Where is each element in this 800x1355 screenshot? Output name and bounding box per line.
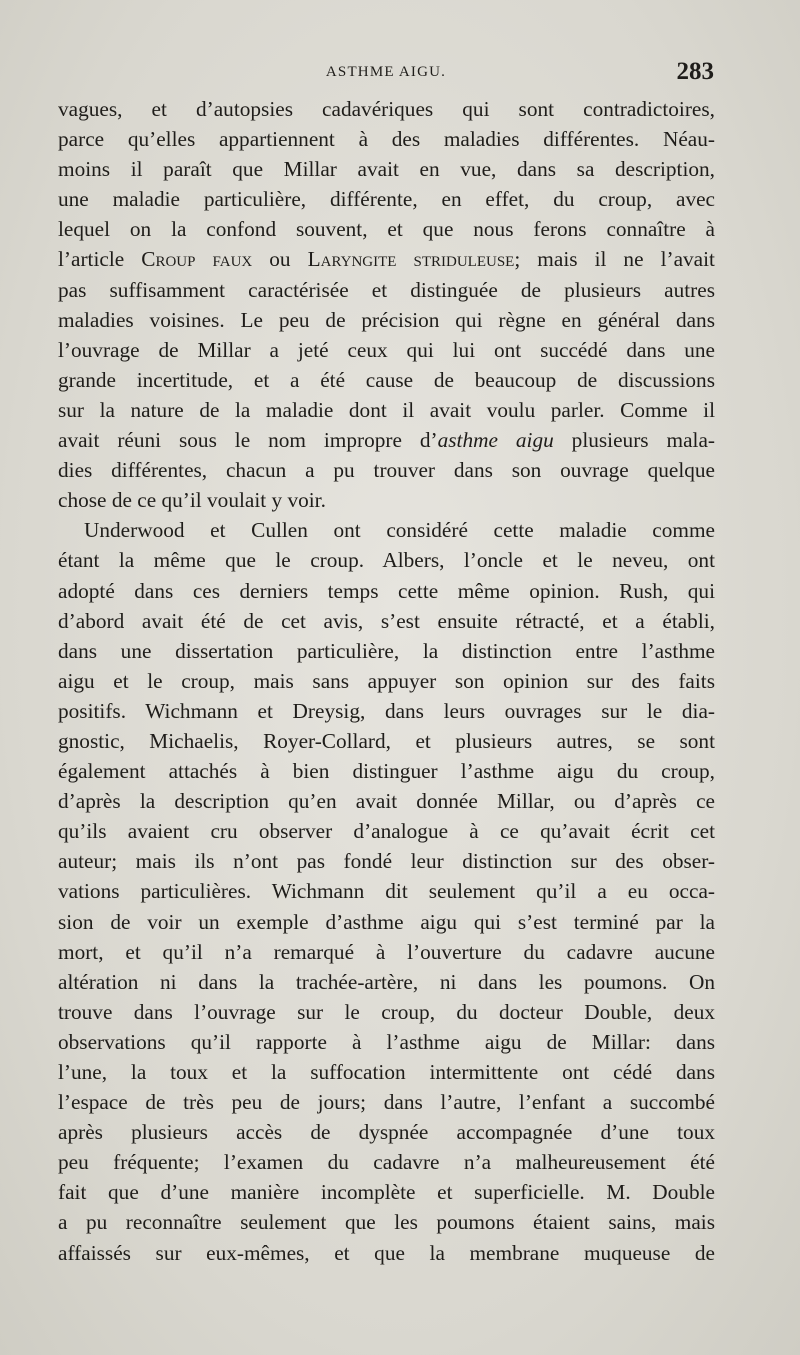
text-line-28: sion de voir un exemple d’asthme aigu qui s’est terminé par la bbox=[58, 909, 715, 934]
cross-reference-laryngite: Laryngite striduleuse bbox=[307, 247, 515, 272]
text-line-20: aigu et le croup, mais sans appuyer son opinion sur des faits bbox=[58, 668, 715, 693]
text-line-8: maladies voisines. Le peu de précision qui règne en général dans bbox=[58, 307, 715, 332]
text-line-7: pas suffisamment caractérisée et distinguée de plusieurs autres bbox=[58, 277, 715, 302]
text-line-30: altération ni dans la trachée-artère, ni dans les poumons. On bbox=[58, 969, 715, 994]
text-line-4: une maladie particulière, différente, en effet, du croup, avec bbox=[58, 187, 715, 212]
page-number: 283 bbox=[676, 58, 714, 85]
body-text bbox=[58, 94, 715, 1268]
text-line-22: gnostic, Michaelis, Royer-Collard, et plusieurs autres, se sont bbox=[58, 728, 715, 753]
italic-term: asthme aigu bbox=[437, 428, 554, 453]
text-line-9: l’ouvrage de Millar a jeté ceux qui lui ont succédé dans une bbox=[58, 337, 715, 362]
text-line-23: également attachés à bien distinguer l’asthme aigu du croup, bbox=[58, 759, 715, 784]
text-line-5: lequel on la confond souvent, et que nous ferons connaître à bbox=[58, 217, 715, 242]
text-line-10: grande incertitude, et a été cause de beaucoup de discussions bbox=[58, 367, 715, 392]
text-line-16: étant la même que le croup. Albers, l’oncle et le neveu, ont bbox=[58, 548, 715, 573]
text-line-31: trouve dans l’ouvrage sur le croup, du docteur Double, deux bbox=[58, 999, 715, 1024]
text-line-39: affaissés sur eux-mêmes, et que la membrane muqueuse de bbox=[58, 1240, 715, 1265]
text-line-14: chose de ce qu’il voulait y voir. bbox=[58, 488, 326, 513]
text-line-18: d’abord avait été de cet avis, s’est ensuite rétracté, et a établi, bbox=[58, 608, 715, 633]
text-line-33: l’une, la toux et la suffocation intermittente ont cédé dans bbox=[58, 1060, 715, 1084]
text-line-2: parce qu’elles appartiennent à des maladies différentes. Néau- bbox=[58, 127, 715, 152]
cross-reference-croup-faux: Croup faux bbox=[141, 247, 253, 272]
text-line-13: dies différentes, chacun a pu trouver dans son ouvrage quelque bbox=[58, 458, 715, 483]
text-line-38: a pu reconnaître seulement que les poumons étaient sains, mais bbox=[58, 1210, 715, 1235]
text-line-36: peu fréquente; l’examen du cadavre n’a malheureusement été bbox=[58, 1150, 715, 1175]
text-line-6: l’article Croup faux ou Laryngite striduleuse; mais il ne l’avait bbox=[58, 247, 715, 272]
text-line-17: adopté dans ces derniers temps cette même opinion. Rush, qui bbox=[58, 578, 715, 603]
text-line-37: fait que d’une manière incomplète et superficielle. M. Double bbox=[58, 1180, 715, 1205]
text-line-21: positifs. Wichmann et Dreysig, dans leurs ouvrages sur le dia- bbox=[58, 698, 715, 723]
text-line-11: sur la nature de la maladie dont il avait voulu parler. Comme il bbox=[58, 397, 715, 422]
text-line-27: vations particulières. Wichmann dit seulement qu’il a eu occa- bbox=[58, 879, 715, 904]
text-line-24: d’après la description qu’en avait donnée Millar, ou d’après ce bbox=[58, 789, 715, 814]
text-line-3: moins il paraît que Millar avait en vue, dans sa description, bbox=[58, 157, 715, 182]
text-line-32: observations qu’il rapporte à l’asthme aigu de Millar: dans bbox=[58, 1029, 715, 1054]
text-line-35: après plusieurs accès de dyspnée accompagnée d’une toux bbox=[58, 1120, 715, 1145]
running-title: ASTHME AIGU. bbox=[325, 64, 447, 80]
text-line-19: dans une dissertation particulière, la distinction entre l’asthme bbox=[58, 638, 715, 663]
text-line-15: Underwood et Cullen ont considéré cette maladie comme bbox=[84, 518, 715, 543]
text-line-25: qu’ils avaient cru observer d’analogue à ce qu’avait écrit cet bbox=[58, 819, 715, 844]
text-line-1: vagues, et d’autopsies cadavériques qui sont contradictoires, bbox=[58, 97, 715, 121]
text-line-29: mort, et qu’il n’a remarqué à l’ouverture du cadavre aucune bbox=[58, 939, 715, 964]
text-line-12: avait réuni sous le nom impropre d’asthme aigu plusieurs mala- bbox=[58, 428, 715, 453]
text-line-26: auteur; mais ils n’ont pas fondé leur distinction sur des obser- bbox=[58, 849, 715, 874]
page-header bbox=[58, 58, 714, 92]
text-line-34: l’espace de très peu de jours; dans l’autre, l’enfant a succombé bbox=[58, 1090, 715, 1115]
